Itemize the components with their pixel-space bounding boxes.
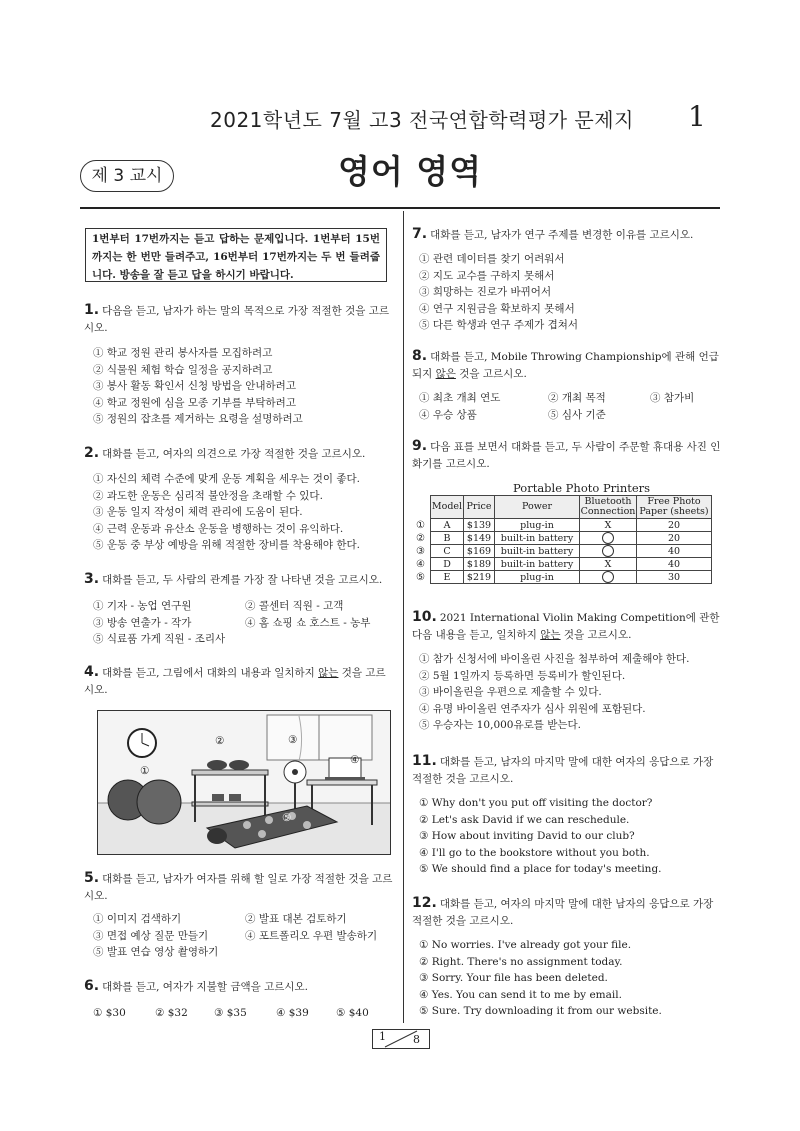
cell-bluetooth: [580, 571, 637, 584]
cell-model: E: [431, 571, 464, 584]
cell-bluetooth: X: [580, 558, 637, 571]
option[interactable]: ② $32: [155, 1007, 188, 1019]
wall-clock: [128, 729, 156, 757]
option[interactable]: ① No worries. I've already got your file.: [419, 939, 632, 951]
question-stem: 2021 International Violin Making Competition에 관한 다음 내용을 듣고, 일치하지: [412, 612, 720, 641]
option[interactable]: ② 지도 교수를 구하지 못해서: [419, 269, 555, 282]
cell-paper: 20: [637, 519, 712, 532]
cell-bluetooth: [580, 545, 637, 558]
option[interactable]: ③ 희망하는 진로가 바뀌어서: [419, 286, 552, 298]
option[interactable]: ④ I'll go to the bookstore without you both.: [419, 846, 650, 859]
question-11: [412, 753, 722, 788]
q8-options: [419, 390, 719, 423]
q12-options: [419, 937, 719, 1020]
question-number: 5.: [84, 870, 100, 886]
cell-paper: 30: [637, 571, 712, 584]
question-stem: 것을 고르시오.: [84, 667, 386, 696]
cell-power: plug-in: [495, 519, 580, 532]
exam-title: 2021학년도 7월 고3 전국연합학력평가 문제지: [210, 108, 634, 132]
cell-model: B: [431, 532, 464, 545]
figure-label: ②: [215, 735, 225, 747]
question-10: [412, 609, 722, 644]
cell-price: $189: [464, 558, 495, 571]
circle-mark-icon: [602, 545, 614, 557]
q7-options: [419, 251, 719, 334]
figure-label: ①: [140, 765, 150, 777]
q1-options: [93, 345, 393, 428]
circle-mark-icon: [602, 571, 614, 583]
option[interactable]: ① 관련 데이터를 찾기 어려워서: [419, 253, 565, 265]
question-stem: 대화를 듣고, 여자의 마지막 말에 대한 남자의 응답으로 가장 적절한 것을 고르시오.: [412, 898, 714, 927]
option[interactable]: ② Right. There's no assignment today.: [419, 955, 623, 968]
option[interactable]: ④ $39: [276, 1007, 309, 1019]
question-number: 3.: [84, 571, 100, 587]
figure-label: ⑤: [282, 812, 292, 824]
question-number: 9.: [412, 438, 428, 454]
question-12: [412, 895, 722, 930]
question-1: [84, 302, 394, 337]
question-stem: 다음 표를 보면서 대화를 듣고, 두 사람이 주문할 휴대용 사진 인화기를 고르시오.: [412, 441, 721, 470]
question-8: [412, 348, 722, 383]
q10-options: [419, 651, 719, 734]
current-page: 1: [379, 1030, 386, 1043]
option[interactable]: ② 발표 대본 검토하기: [245, 913, 347, 925]
q6-options: [93, 1005, 393, 1022]
row-option[interactable]: ①: [416, 519, 425, 531]
option[interactable]: ④ 학교 정원에 심을 모종 기부를 부탁하려고: [93, 396, 296, 409]
question-stem: 대화를 듣고, 여자의 의견으로 가장 적절한 것을 고르시오.: [102, 448, 366, 460]
option[interactable]: ⑤ Sure. Try downloading it from our website.: [419, 1005, 662, 1017]
option[interactable]: ④ 홈 쇼핑 쇼 호스트 - 농부: [245, 616, 371, 629]
cell-paper: 40: [637, 558, 712, 571]
cell-price: $139: [464, 519, 495, 532]
column-header: Price: [464, 496, 495, 519]
option[interactable]: ⑤ 운동 중 부상 예방을 위해 적절한 장비를 착용해야 한다.: [93, 539, 361, 551]
question-number: 1.: [84, 302, 100, 318]
question-number: 4.: [84, 664, 100, 680]
option[interactable]: ② 개최 목적: [548, 392, 606, 404]
question-number: 8.: [412, 348, 428, 364]
option[interactable]: ③ $35: [214, 1007, 247, 1019]
row-option[interactable]: ④: [416, 558, 425, 570]
option[interactable]: ② 과도한 운동은 심리적 불안정을 초래할 수 있다.: [93, 489, 323, 502]
table-row: [416, 532, 712, 545]
option[interactable]: ① 자신의 체력 수준에 맞게 운동 계획을 세우는 것이 좋다.: [93, 473, 361, 485]
option[interactable]: ⑤ 식료품 가게 직원 - 조리사: [93, 633, 226, 645]
option[interactable]: ④ Yes. You can send it to me by email.: [419, 988, 622, 1001]
option[interactable]: ⑤ 발표 연습 영상 촬영하기: [93, 946, 219, 958]
q3-options: [93, 598, 398, 648]
option[interactable]: ① 참가 신청서에 바이올린 사진을 첨부하여 제출해야 한다.: [419, 653, 690, 665]
question-number: 6.: [84, 978, 100, 994]
option[interactable]: ② 콜센터 직원 - 고객: [245, 600, 344, 612]
row-option[interactable]: ⑤: [416, 571, 425, 583]
option[interactable]: ④ 포트폴리오 우편 발송하기: [245, 929, 378, 942]
cell-price: $149: [464, 532, 495, 545]
option[interactable]: ③ Sorry. Your file has been deleted.: [419, 972, 608, 984]
total-pages: 8: [413, 1033, 420, 1046]
option[interactable]: ③ How about inviting David to our club?: [419, 830, 635, 842]
question-number: 12.: [412, 895, 437, 911]
room-illustration: [97, 710, 391, 855]
question-6: [84, 978, 394, 996]
option[interactable]: ② 5월 1일까지 등록하면 등록비가 할인된다.: [419, 669, 626, 682]
question-stem-underlined: 않는: [540, 629, 561, 641]
page-number: 1: [688, 100, 706, 133]
question-9: [412, 438, 722, 473]
question-number: 10.: [412, 609, 437, 625]
option[interactable]: ① 이미지 검색하기: [93, 913, 182, 925]
cell-power: built-in battery: [495, 558, 580, 571]
column-header: Power: [495, 496, 580, 519]
cell-bluetooth: [580, 532, 637, 545]
question-stem: 대화를 듣고, 여자가 지불할 금액을 고르시오.: [102, 981, 308, 993]
question-number: 7.: [412, 226, 428, 242]
column-header: Model: [431, 496, 464, 519]
table-row: [416, 519, 712, 532]
column-divider: [403, 211, 404, 1023]
subject-title: 영어 영역: [338, 152, 483, 191]
question-3: [84, 571, 399, 589]
cell-price: $219: [464, 571, 495, 584]
cell-price: $169: [464, 545, 495, 558]
question-stem: 것을 고르시오.: [560, 629, 632, 641]
option[interactable]: ⑤ 다른 학생과 연구 주제가 겹쳐서: [419, 319, 579, 331]
question-stem: 대화를 듣고, 그림에서 대화의 내용과 일치하지: [102, 667, 319, 679]
printer-table: [416, 495, 712, 584]
table-row: [416, 558, 712, 571]
session-badge: 제 3 교시: [80, 160, 174, 192]
question-stem: 대화를 듣고, 두 사람의 관계를 가장 잘 나타낸 것을 고르시오.: [102, 574, 383, 586]
question-2: [84, 445, 394, 463]
row-option[interactable]: ②: [416, 532, 425, 544]
cell-power: built-in battery: [495, 532, 580, 545]
option[interactable]: ③ 운동 일지 작성이 체력 관리에 도움이 된다.: [93, 506, 303, 518]
column-header: Bluetooth Connection: [580, 496, 636, 517]
option[interactable]: ① $30: [93, 1007, 126, 1019]
question-5: [84, 870, 394, 905]
option[interactable]: ③ 방송 연출가 - 작가: [93, 616, 192, 629]
option[interactable]: ① 최초 개최 연도: [419, 392, 501, 404]
option[interactable]: ④ 우승 상품: [419, 408, 477, 421]
instruction-box: 1번부터 17번까지는 듣고 답하는 문제입니다. 1번부터 15번까지는 한 번만 들려주고, 16번부터 17번까지는 두 번 들려줍니다. 방송을 잘 듣고 답을 하시기 바랍니다.: [85, 228, 387, 282]
question-number: 11.: [412, 753, 437, 769]
q2-options: [93, 471, 398, 554]
header-rule: [80, 207, 720, 209]
option[interactable]: ③ 참가비: [650, 392, 695, 404]
question-stem: 대화를 듣고, 남자의 마지막 말에 대한 여자의 응답으로 가장 적절한 것을 고르시오.: [412, 756, 714, 785]
option[interactable]: ⑤ We should find a place for today's meeting.: [419, 863, 662, 875]
option[interactable]: ③ 바이올린을 우편으로 제출할 수 있다.: [419, 686, 602, 698]
cell-bluetooth: X: [580, 519, 637, 532]
question-4: [84, 664, 394, 699]
cell-power: plug-in: [495, 571, 580, 584]
question-stem: 대화를 듣고, Mobile Throwing Championship에 관해 언급되지: [412, 351, 719, 380]
option[interactable]: ② 식물원 체험 학습 일정을 공지하려고: [93, 363, 273, 376]
table-title: Portable Photo Printers: [513, 481, 651, 495]
question-number: 2.: [84, 445, 100, 461]
question-stem: 것을 고르시오.: [455, 368, 527, 380]
option[interactable]: ③ 봉사 활동 확인서 신청 방법을 안내하려고: [93, 380, 296, 392]
q5-options: [93, 911, 398, 961]
option[interactable]: ① Why don't you put off visiting the doctor?: [419, 797, 653, 809]
question-stem-underlined: 않는: [318, 667, 339, 679]
row-option[interactable]: ③: [416, 545, 425, 557]
table-row: [416, 571, 712, 584]
cell-model: D: [431, 558, 464, 571]
table-row: [416, 545, 712, 558]
figure-label: ④: [350, 754, 360, 766]
option[interactable]: ⑤ $40: [336, 1007, 369, 1019]
cell-paper: 20: [637, 532, 712, 545]
question-stem: 다음을 듣고, 남자가 하는 말의 목적으로 가장 적절한 것을 고르시오.: [84, 305, 390, 334]
question-stem-underlined: 않은: [435, 368, 456, 380]
cell-power: built-in battery: [495, 545, 580, 558]
option[interactable]: ① 기자 - 농업 연구원: [93, 600, 192, 612]
column-header: Free Photo Paper (sheets): [637, 496, 712, 519]
option[interactable]: ⑤ 우승자는 10,000유로를 받는다.: [419, 719, 582, 731]
q11-options: [419, 795, 719, 878]
circle-mark-icon: [602, 532, 614, 544]
option[interactable]: ⑤ 정원의 잡초를 제거하는 요령을 설명하려고: [93, 413, 303, 425]
option[interactable]: ⑤ 심사 기준: [548, 408, 606, 421]
option[interactable]: ④ 근력 운동과 유산소 운동을 병행하는 것이 유익하다.: [93, 522, 344, 535]
question-stem: 대화를 듣고, 남자가 여자를 위해 할 일로 가장 적절한 것을 고르시오.: [84, 873, 393, 902]
option[interactable]: ③ 면접 예상 질문 만들기: [93, 929, 209, 942]
question-stem: 대화를 듣고, 남자가 연구 주제를 변경한 이유를 고르시오.: [430, 229, 694, 241]
figure-label: ③: [288, 734, 298, 746]
question-7: [412, 226, 722, 244]
cell-paper: 40: [637, 545, 712, 558]
option[interactable]: ④ 유명 바이올린 연주자가 심사 위원에 포함된다.: [419, 702, 646, 715]
cell-model: A: [431, 519, 464, 532]
cell-model: C: [431, 545, 464, 558]
option[interactable]: ② Let's ask David if we can reschedule.: [419, 813, 630, 826]
table-header-row: [416, 496, 712, 519]
option[interactable]: ① 학교 정원 관리 봉사자를 모집하려고: [93, 347, 273, 359]
option[interactable]: ④ 연구 지원금을 확보하지 못해서: [419, 302, 575, 315]
page-indicator: [372, 1029, 430, 1049]
exercise-ball: [137, 780, 181, 824]
